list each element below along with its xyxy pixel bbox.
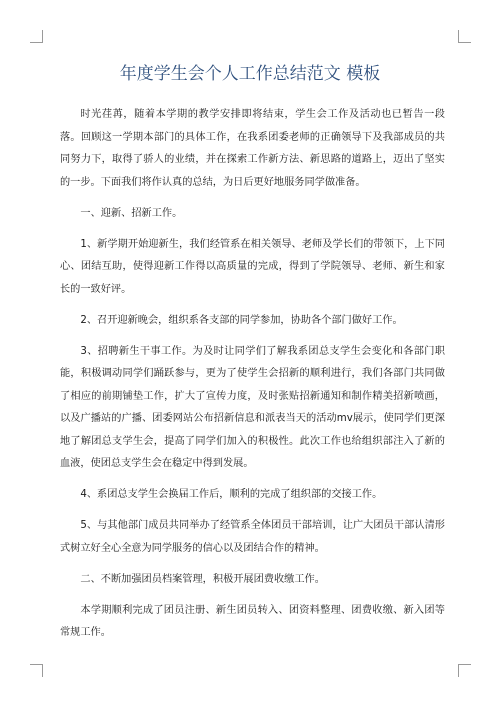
paragraph-item-5: 5、与其他部门成员共同举办了经管系全体团员干部培训，让广大团员干部认清形式树立好全心全意为同学服务的信心以及团结合作的精神。: [60, 520, 445, 554]
paragraph-item-4: 4、系团总支学生会换届工作后，顺利的完成了组织部的交接工作。: [80, 489, 383, 500]
document-title: 年度学生会个人工作总结范文 模板: [119, 64, 381, 84]
crop-mark-bottom-right: [458, 664, 471, 677]
section-heading-2: 二、不断加强团员档案管理，积极开展团费收缴工作。: [80, 573, 325, 585]
section-heading-1: 一、迎新、招新工作。: [80, 207, 183, 219]
paragraph-section-2: 本学期顺利完成了团员注册、新生团员转入、团资料整理、团费收缴、新入团等常规工作。: [60, 604, 445, 638]
crop-mark-top-right: [458, 30, 471, 43]
crop-mark-bottom-left: [30, 664, 43, 677]
paragraph-item-1: 1、新学期开始迎新生，我们经管系在相关领导、老师及学长们的带领下，上下同心、团结互助，使得迎新工作得以高质量的完成，得到了学院领导、老师、新生和家长的一致好评。: [60, 238, 445, 295]
document-body: [60, 104, 445, 653]
paragraph-item-3: 3、招聘新生干事工作。为及时让同学们了解我系团总支学生会变化和各部门职能，积极调动同学们踊跃参与，更为了使学生会招新的顺利进行，我们各部门共同做了相应的前期铺垫工作，扩大了宣传力度，及时张贴招新通知和制作精美招新喷画，以及广播站的广播、团委网站公布招新信息和派表当天的活动mv展示，使同学们更深地了解团总支学生会，提高了同学们加入的积极性。此次工作也给组织部注入了新的血液，使团总支学生会在稳定中得到发展。: [60, 345, 445, 469]
paragraph-item-2: 2、召开迎新晚会，组织系各支部的同学参加，协助各个部门做好工作。: [80, 314, 403, 326]
crop-mark-top-left: [30, 30, 43, 43]
paragraph-intro: 时光荏苒，随着本学期的教学安排即将结束，学生会工作及活动也已暂告一段落。回顾这一学期本部门的具体工作，在我系团委老师的正确领导下及我部成员的共同努力下，取得了骄人的业绩，并在探索工作新方法、新思路的道路上，迈出了坚实的一步。下面我们将作认真的总结，为日后更好地服务同学做准备。: [60, 109, 445, 188]
